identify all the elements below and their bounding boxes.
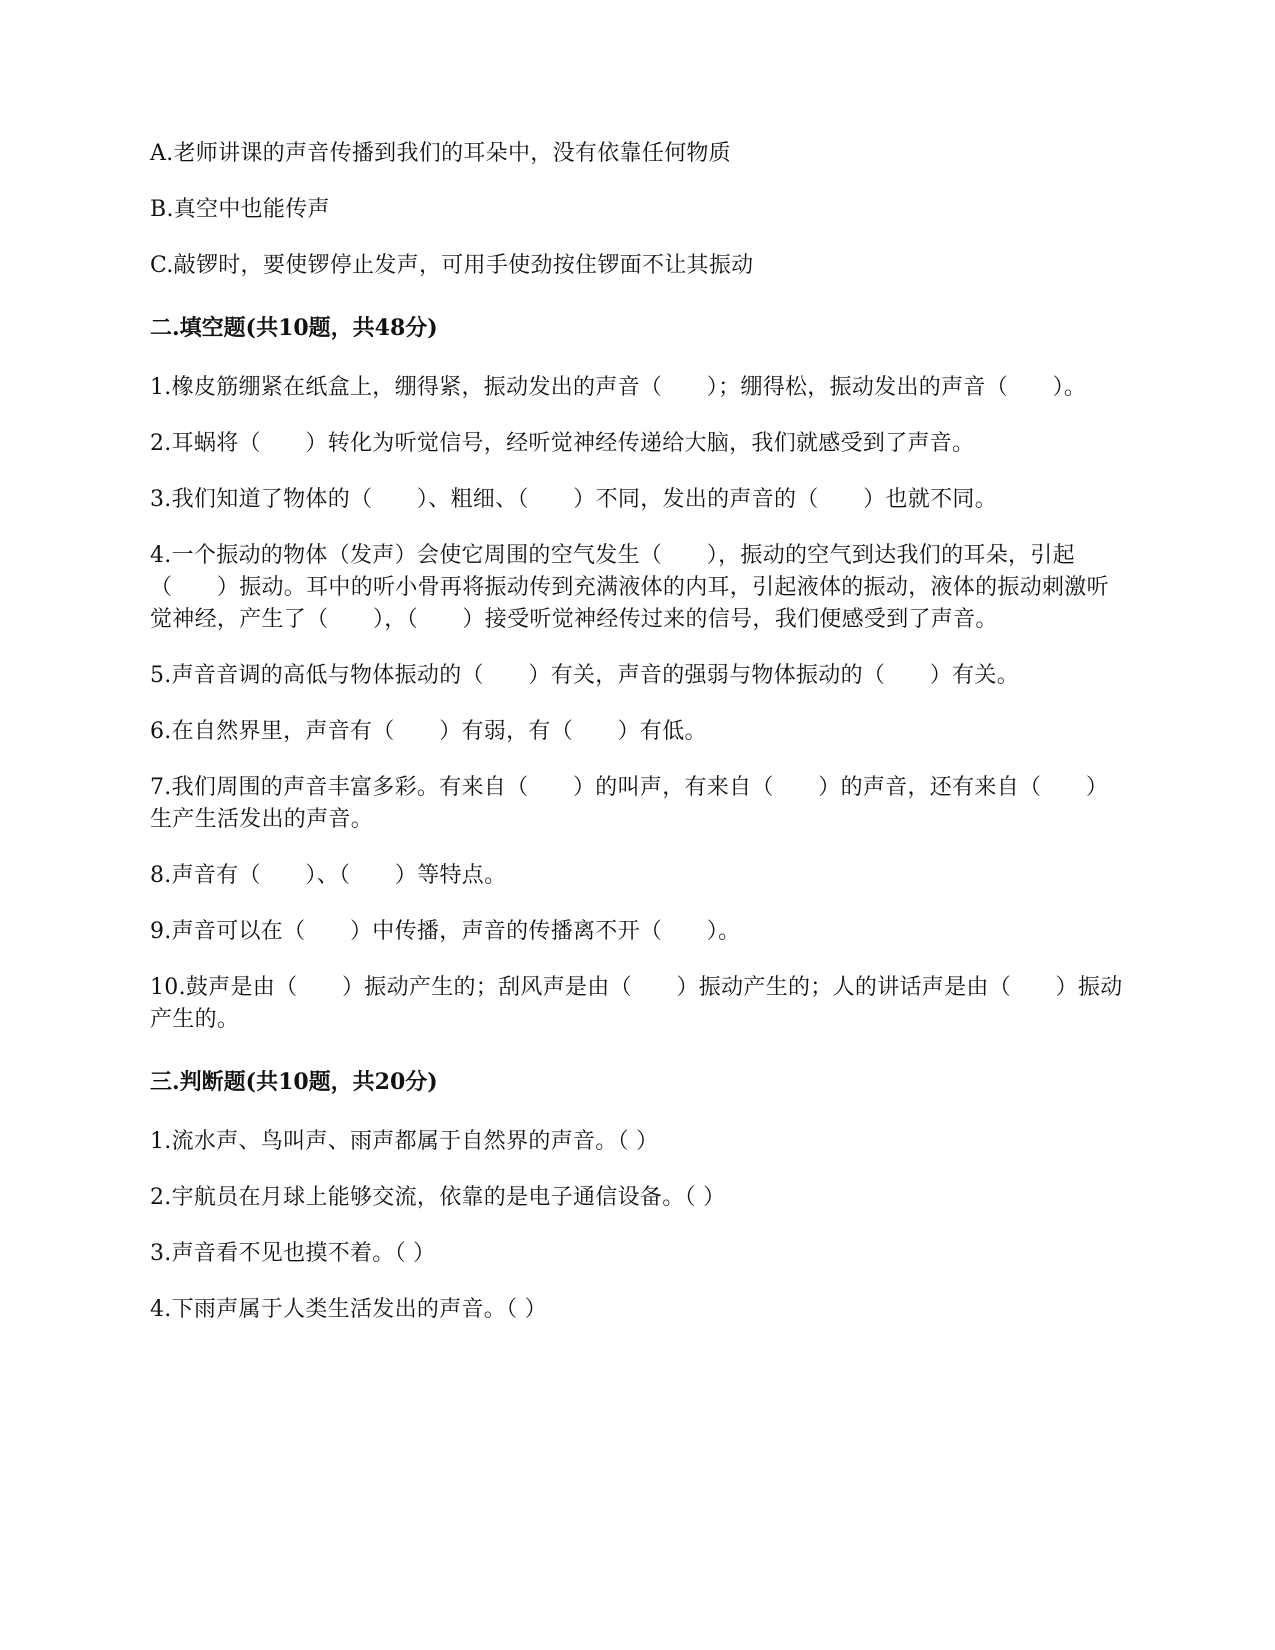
fill-question: 2.耳蜗将（ ）转化为听觉信号，经听觉神经传递给大脑，我们就感受到了声音。	[150, 431, 975, 456]
section-fill-in	[150, 312, 1130, 1036]
fill-question: 6.在自然界里，声音有（ ）有弱，有（ ）有低。	[150, 719, 707, 744]
fill-question: 9.声音可以在（ ）中传播，声音的传播离不开（ ）。	[150, 919, 741, 944]
fill-question: 7.我们周围的声音丰富多彩。有来自（ ）的叫声，有来自（ ）的声音，还有来自（ ）生产生活发出的声音。	[150, 775, 1109, 832]
section-title-true-false: 三.判断题(共10题，共20分)	[150, 1069, 438, 1095]
choice-options	[150, 138, 1130, 282]
fill-question: 3.我们知道了物体的（ ）、粗细、（ ）不同，发出的声音的（ ）也就不同。	[150, 487, 997, 512]
judge-question: 4.下雨声属于人类生活发出的声音。（ ）	[150, 1297, 547, 1322]
fill-question: 5.声音音调的高低与物体振动的（ ）有关，声音的强弱与物体振动的（ ）有关。	[150, 663, 1019, 688]
option-a: A.老师讲课的声音传播到我们的耳朵中，没有依靠任何物质	[150, 141, 731, 166]
section-title-fill-in: 二.填空题(共10题，共48分)	[150, 315, 438, 341]
fill-question: 4.一个振动的物体（发声）会使它周围的空气发生（ ），振动的空气到达我们的耳朵，引起（ ）振动。耳中的听小骨再将振动传到充满液体的内耳，引起液体的振动，液体的振动刺激听觉神经，产生了（ ），（ ）接受听觉神经传过来的信号，我们便感受到了声音。	[150, 543, 1109, 632]
judge-question: 1.流水声、鸟叫声、雨声都属于自然界的声音。（ ）	[150, 1129, 659, 1154]
fill-question: 10.鼓声是由（ ）振动产生的；刮风声是由（ ）振动产生的；人的讲话声是由（ ）振动产生的。	[150, 975, 1123, 1032]
judge-question: 3.声音看不见也摸不着。（ ）	[150, 1241, 436, 1266]
fill-question: 1.橡皮筋绷紧在纸盒上，绷得紧，振动发出的声音（ ）；绷得松，振动发出的声音（ ）。	[150, 375, 1087, 400]
fill-question: 8.声音有（ ）、（ ）等特点。	[150, 863, 507, 888]
option-c: C.敲锣时，要使锣停止发声，可用手使劲按住锣面不让其振动	[150, 253, 754, 278]
option-b: B.真空中也能传声	[150, 197, 330, 222]
judge-question: 2.宇航员在月球上能够交流，依靠的是电子通信设备。（ ）	[150, 1185, 726, 1210]
exam-page	[150, 138, 1130, 1350]
section-true-false	[150, 1066, 1130, 1326]
